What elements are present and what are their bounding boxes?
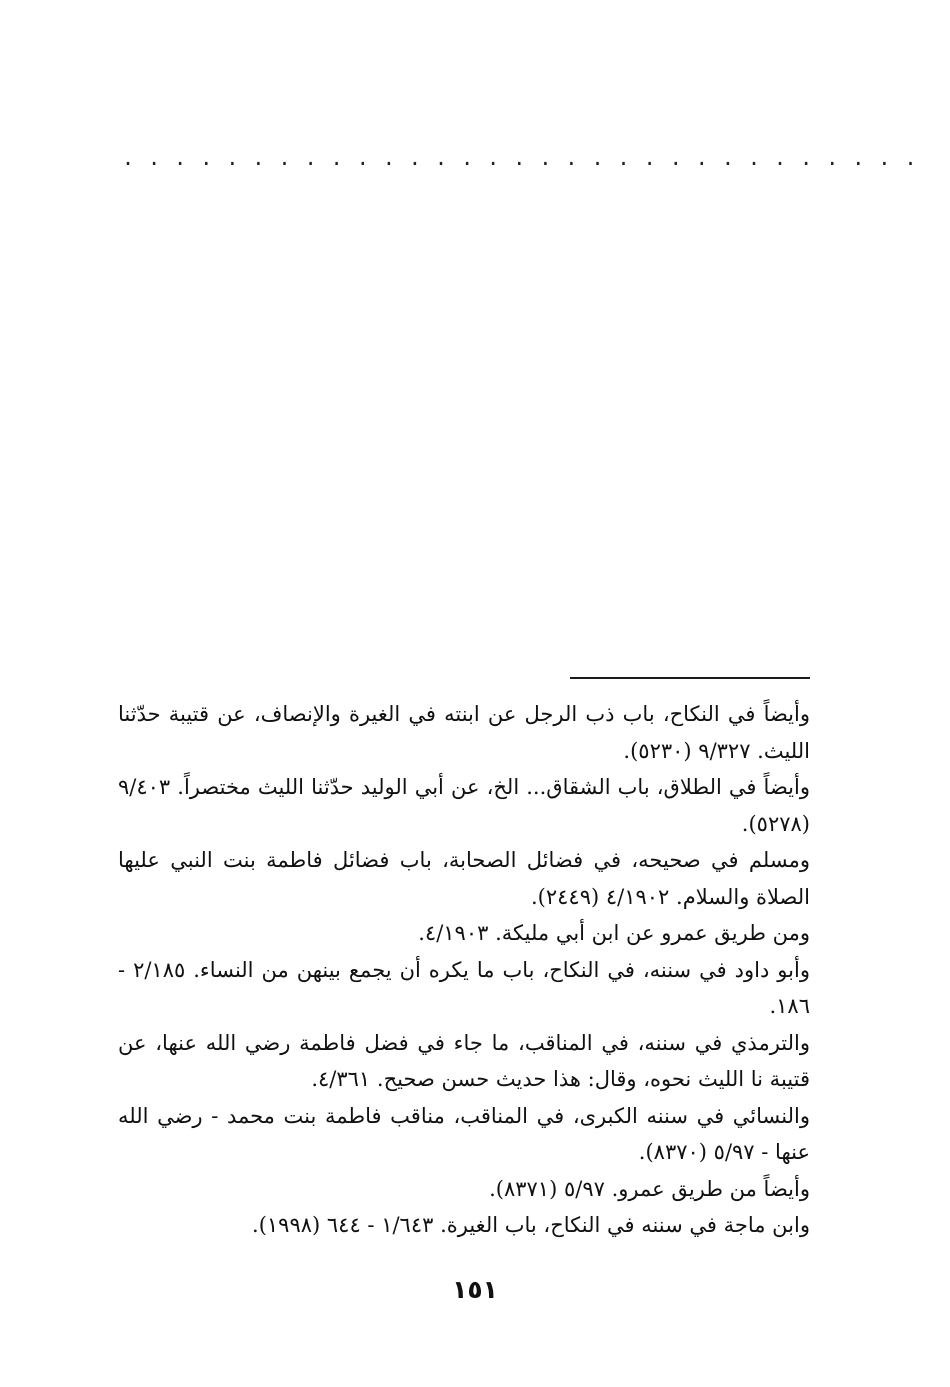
footnote-entry: وأيضاً في النكاح، باب ذب الرجل عن ابنته في الغيرة والإنصاف، عن قتيبة حدّثنا الليث. ٩/٣٢٧ (٥٢٣٠). [118, 702, 810, 763]
page-number: ١٥١ [452, 1275, 498, 1304]
leader-dots: . . . . . . . . . . . . . . . . . . . . . . . . . . . . . . . [122, 146, 918, 170]
footnote-entry: وأبو داود في سننه، في النكاح، باب ما يكره أن يجمع بينهن من النساء. ٢/١٨٥ - ١٨٦. [118, 957, 810, 1018]
footnote-entry: وأيضاً من طريق عمرو. ٥/٩٧ (٨٣٧١). [489, 1176, 810, 1201]
footnote-entry: والنسائي في سننه الكبرى، في المناقب، مناقب فاطمة بنت محمد - رضي الله عنها - ٥/٩٧ (٨٣٧٠). [118, 1103, 810, 1164]
footnote-entry: ومسلم في صحيحه، في فضائل الصحابة، باب فضائل فاطمة بنت النبي عليها الصلاة والسلام. ٤/١٩٠٢ (٢٤٤٩). [118, 848, 810, 909]
footnotes-block [118, 696, 810, 1244]
footnote-entry: والترمذي في سننه، في المناقب، ما جاء في فضل فاطمة رضي الله عنها، عن قتيبة نا الليث نحوه، وقال: هذا حديث حسن صحيح. ٤/٣٦١. [118, 1030, 810, 1091]
footnote-separator [570, 677, 810, 679]
footnote-entry: وأيضاً في الطلاق، باب الشقاق... الخ، عن أبي الوليد حدّثنا الليث مختصراً. ٩/٤٠٣ (٥٢٧٨). [118, 775, 810, 836]
footnote-entry: وابن ماجة في سننه في النكاح، باب الغيرة. ١/٦٤٣ - ٦٤٤ (١٩٩٨). [252, 1213, 810, 1237]
footnote-entry: ومن طريق عمرو عن ابن أبي مليكة. ٤/١٩٠٣. [418, 921, 810, 945]
